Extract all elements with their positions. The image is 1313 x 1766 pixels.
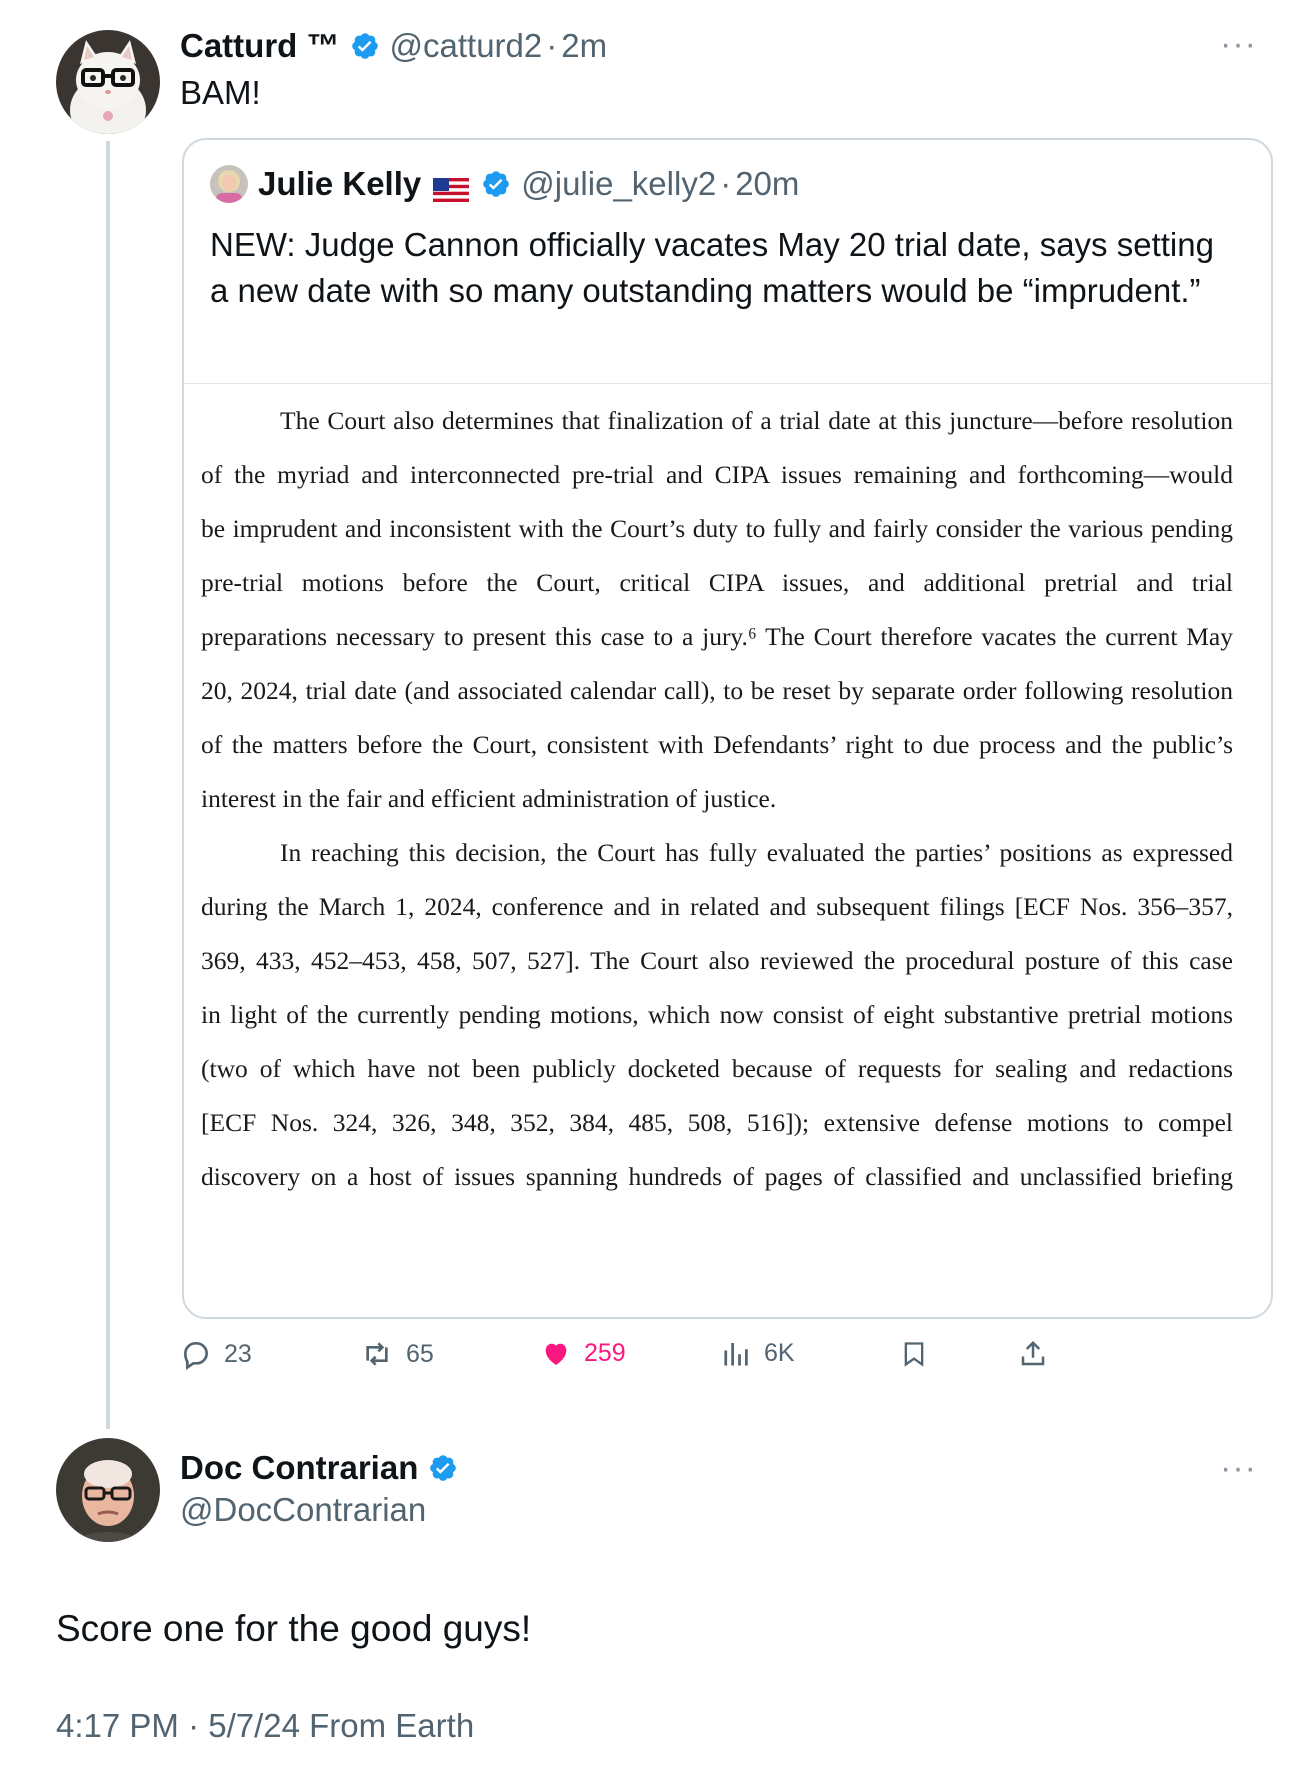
quote-timestamp[interactable]: 20m: [735, 165, 800, 202]
share-button[interactable]: [1018, 1338, 1048, 1370]
document-line: be imprudent and inconsistent with the Court’s duty to fully and fairly consider the various pending: [201, 514, 1233, 543]
reply-display-name[interactable]: Doc Contrarian: [180, 1449, 419, 1486]
quote-display-name[interactable]: Julie Kelly: [258, 165, 422, 202]
quoted-tweet-card[interactable]: [182, 138, 1273, 1319]
document-line: pre-trial motions before the Court, critical CIPA issues, and additional pretrial and trial: [201, 568, 1233, 597]
repost-count: 65: [406, 1339, 434, 1368]
more-options-icon[interactable]: ···: [1220, 25, 1257, 63]
reply-more-options-icon[interactable]: ···: [1220, 1449, 1257, 1487]
repost-button[interactable]: [360, 1338, 434, 1370]
elderly-man-portrait-image: [56, 1438, 160, 1542]
document-line: [ECF Nos. 324, 326, 348, 352, 384, 485, 508, 516]); extensive defense motions to compel: [201, 1108, 1233, 1137]
catturd-avatar[interactable]: [56, 30, 160, 134]
doc-contrarian-avatar[interactable]: [56, 1438, 160, 1542]
thread-connector-line: [106, 141, 110, 1429]
reply-button[interactable]: [180, 1338, 252, 1370]
heart-icon: [540, 1338, 572, 1368]
repost-icon: [360, 1338, 394, 1370]
document-line: 20, 2024, trial date (and associated calendar call), to be reset by separate order following resolution: [201, 676, 1233, 705]
reply-verified-badge-icon: [428, 1453, 458, 1483]
catturd-tweet-text: BAM!: [180, 74, 261, 111]
document-line: (two of which have not been publicly docketed because of requests for sealing and redactions: [201, 1054, 1233, 1083]
bookmark-button[interactable]: [900, 1338, 928, 1370]
separator-dot: ·: [546, 27, 558, 64]
reply-author-header: [180, 1446, 458, 1490]
views-count: 6K: [764, 1338, 795, 1367]
document-line: In reaching this decision, the Court has fully evaluated the parties’ positions as expressed: [280, 838, 1233, 867]
document-line: of the matters before the Court, consistent with Defendants’ right to due process and the public’s: [201, 730, 1233, 759]
quote-handle[interactable]: @julie_kelly2: [521, 165, 717, 202]
document-line: 369, 433, 452–453, 458, 507, 527]. The Court also reviewed the procedural posture of this case: [201, 946, 1233, 975]
quote-header: [210, 162, 799, 206]
views-icon: [722, 1338, 752, 1368]
document-line: during the March 1, 2024, conference and in related and subsequent filings [ECF Nos. 356–357,: [201, 892, 1233, 921]
verified-badge-icon: [350, 31, 380, 61]
catturd-display-name[interactable]: Catturd ™: [180, 27, 340, 64]
like-button[interactable]: [540, 1338, 626, 1368]
document-line: in light of the currently pending motions, which now consist of eight substantive pretrial motions: [201, 1000, 1233, 1029]
court-document-image[interactable]: [184, 383, 1271, 1319]
share-icon: [1018, 1338, 1048, 1370]
catturd-header: [180, 24, 607, 68]
catturd-timestamp[interactable]: 2m: [561, 27, 608, 64]
cat-with-glasses-image: [56, 30, 160, 134]
us-flag-icon: [433, 172, 469, 196]
document-line: The Court also determines that finalization of a trial date at this juncture—before resolution: [280, 406, 1233, 435]
views-button[interactable]: [722, 1338, 795, 1368]
quote-tweet-text: NEW: Judge Cannon officially vacates May 20 trial date, says setting a new date with so many outstanding matters would be “imprudent.”: [210, 226, 1214, 309]
reply-count: 23: [224, 1339, 252, 1368]
quote-separator-dot: ·: [720, 165, 732, 202]
bookmark-icon: [900, 1338, 928, 1370]
document-line: discovery on a host of issues spanning hundreds of pages of classified and unclassified briefing: [201, 1162, 1233, 1191]
reply-handle[interactable]: @DocContrarian: [180, 1491, 427, 1528]
document-line: of the myriad and interconnected pre-trial and CIPA issues remaining and forthcoming—would: [201, 460, 1233, 489]
quote-verified-badge-icon: [481, 169, 511, 199]
julie-kelly-avatar: [210, 165, 248, 203]
catturd-handle[interactable]: @catturd2: [389, 27, 543, 64]
reply-tweet-text: Score one for the good guys!: [56, 1608, 532, 1649]
tweet-action-bar: [180, 1338, 1160, 1382]
document-line: preparations necessary to present this case to a jury.⁶ The Court therefore vacates the current May: [201, 622, 1233, 651]
reply-timestamp[interactable]: 4:17 PM · 5/7/24 From Earth: [56, 1707, 475, 1744]
like-count: 259: [584, 1338, 626, 1367]
reply-icon: [180, 1338, 212, 1370]
document-line: interest in the fair and efficient administration of justice.: [201, 784, 777, 813]
